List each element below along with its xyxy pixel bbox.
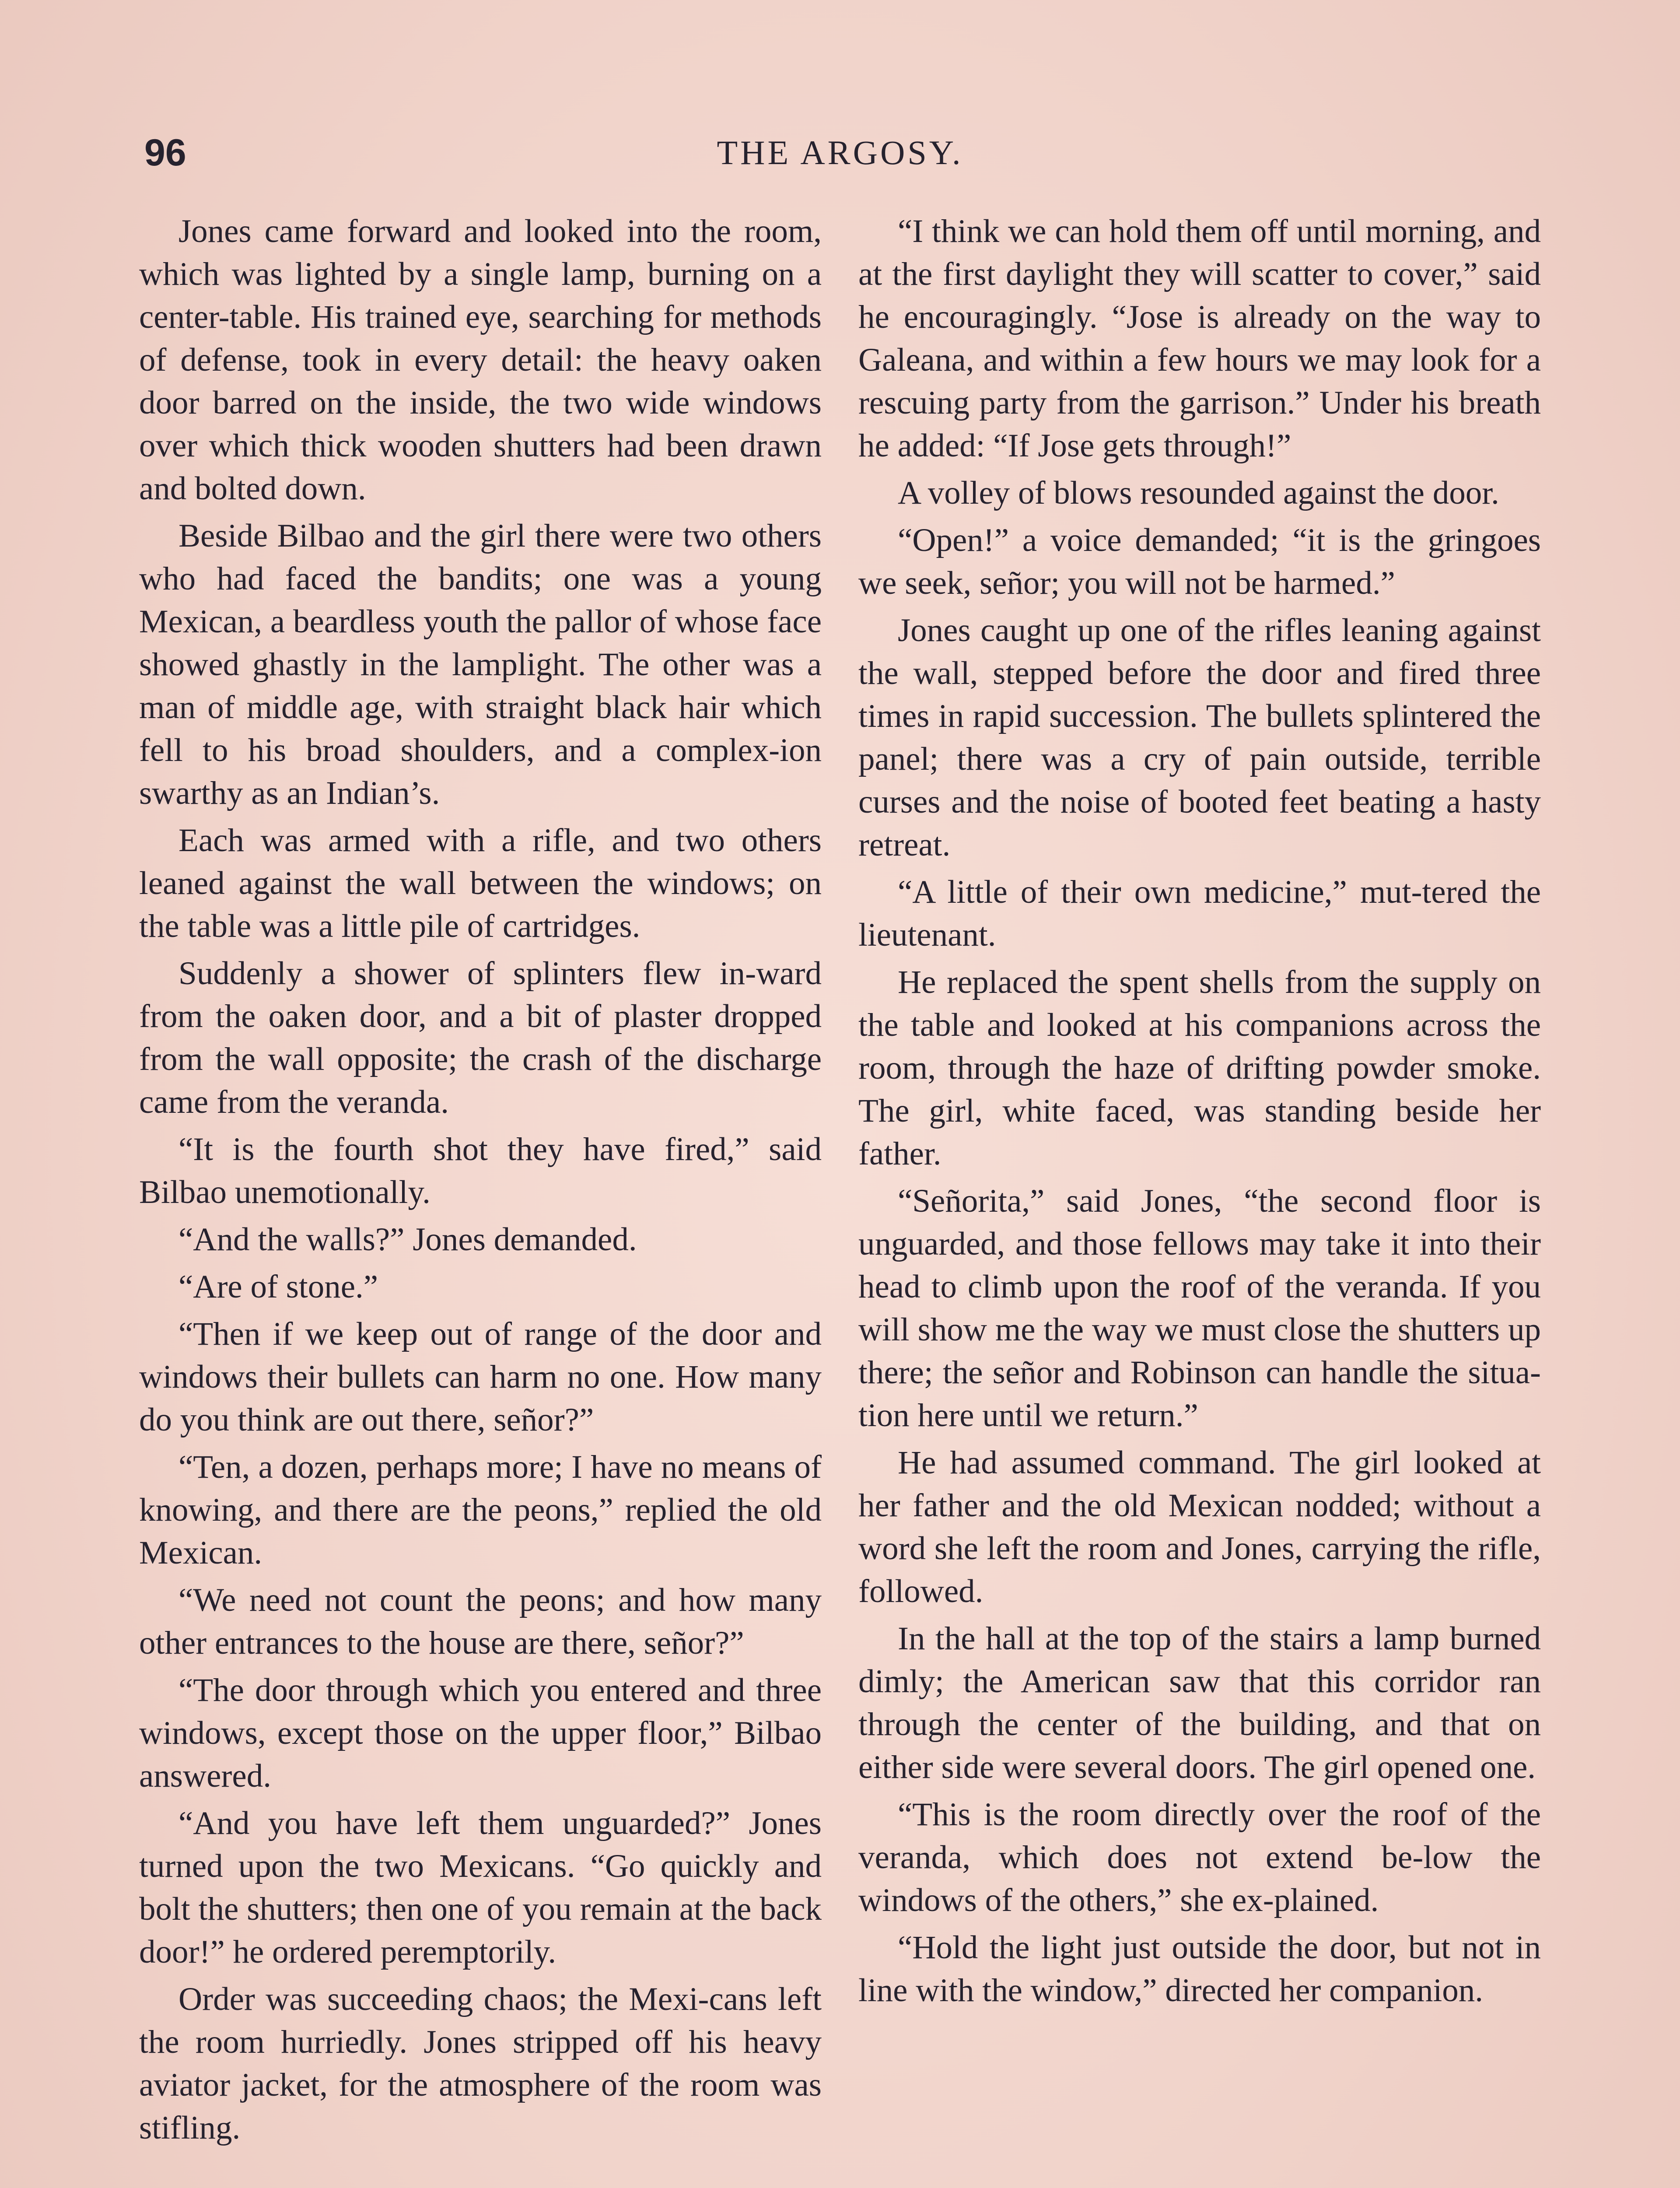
- paragraph: Jones came forward and looked into the room, which was lighted by a single lamp, burning on a center-table. His trained eye, searching for methods of defense, took in every detail: the heavy oaken door barred on the inside, the two wide windows over which thick wooden shutters had been drawn and bolted down.: [139, 213, 822, 507]
- running-title: THE ARGOSY.: [717, 133, 963, 172]
- paragraph: Suddenly a shower of splinters flew in-ward from the oaken door, and a bit of plaster dropped from the wall opposite; the crash of the discharge came from the veranda.: [139, 955, 822, 1120]
- paragraph: “I think we can hold them off until morning, and at the first daylight they will scatter to cover,” said he encouragingly. “Jose is already on the way to Galeana, and within a few hours we may look for a rescuing party from the garrison.” Under his breath he added: “If Jose gets through!”: [858, 213, 1541, 464]
- paragraph: “A little of their own medicine,” mut-tered the lieutenant.: [858, 874, 1541, 953]
- page-header: [144, 131, 1536, 179]
- paragraph: He had assumed command. The girl looked at her father and the old Mexican nodded; without a word she left the room and Jones, carrying the rifle, followed.: [858, 1445, 1541, 1609]
- paragraph: “Hold the light just outside the door, but not in line with the window,” directed her companion.: [858, 1929, 1541, 2009]
- page-number: 96: [144, 132, 186, 174]
- paragraph: “Then if we keep out of range of the door and windows their bullets can harm no one. How many do you think are out there, señor?”: [139, 1316, 822, 1438]
- paragraph: “The door through which you entered and three windows, except those on the upper floor,” Bilbao answered.: [139, 1672, 822, 1794]
- paragraph: “Ten, a dozen, perhaps more; I have no means of knowing, and there are the peons,” replied the old Mexican.: [139, 1449, 822, 1571]
- paragraph: Each was armed with a rifle, and two others leaned against the wall between the windows; on the table was a little pile of cartridges.: [139, 822, 822, 944]
- paragraph: “We need not count the peons; and how many other entrances to the house are there, señor?”: [139, 1582, 822, 1661]
- left-column: [139, 210, 822, 2154]
- paragraph: “Señorita,” said Jones, “the second floor is unguarded, and those fellows may take it into their head to climb upon the roof of the veranda. If you will show me the way we must close the shutters up there; the señor and Robinson can handle the situa-tion here until we return.”: [858, 1183, 1541, 1434]
- paragraph: “This is the room directly over the roof of the veranda, which does not extend be-low the windows of the others,” she ex-plained.: [858, 1796, 1541, 1918]
- right-column: [858, 210, 1541, 2154]
- paragraph: “And you have left them unguarded?” Jones turned upon the two Mexicans. “Go quickly and bolt the shutters; then one of you remain at the back door!” he ordered peremptorily.: [139, 1805, 822, 1970]
- paragraph: A volley of blows resounded against the door.: [898, 475, 1499, 511]
- paragraph: “Are of stone.”: [178, 1269, 378, 1305]
- paragraph: In the hall at the top of the stairs a lamp burned dimly; the American saw that this corridor ran through the center of the building, and that on either side were several doors. The girl opened one.: [858, 1620, 1541, 1785]
- paragraph: “It is the fourth shot they have fired,” said Bilbao unemotionally.: [139, 1131, 822, 1210]
- paragraph: Order was succeeding chaos; the Mexi-cans left the room hurriedly. Jones stripped off his heavy aviator jacket, for the atmosphere of the room was stifling.: [139, 1981, 822, 2146]
- paragraph: “And the walls?” Jones demanded.: [178, 1221, 637, 1258]
- paragraph: He replaced the spent shells from the supply on the table and looked at his companions across the room, through the haze of drifting powder smoke. The girl, white faced, was standing beside her father.: [858, 964, 1541, 1172]
- paragraph: Jones caught up one of the rifles leaning against the wall, stepped before the door and fired three times in rapid succession. The bullets splintered the panel; there was a cry of pain outside, terrible curses and the noise of booted feet beating a hasty retreat.: [858, 612, 1541, 863]
- text-columns: [139, 210, 1541, 2154]
- paragraph: “Open!” a voice demanded; “it is the gringoes we seek, señor; you will not be harmed.”: [858, 522, 1541, 601]
- paragraph: Beside Bilbao and the girl there were two others who had faced the bandits; one was a young Mexican, a beardless youth the pallor of whose face showed ghastly in the lamplight. The other was a man of middle age, with straight black hair which fell to his broad shoulders, and a complex-ion swarthy as an Indian’s.: [139, 518, 822, 811]
